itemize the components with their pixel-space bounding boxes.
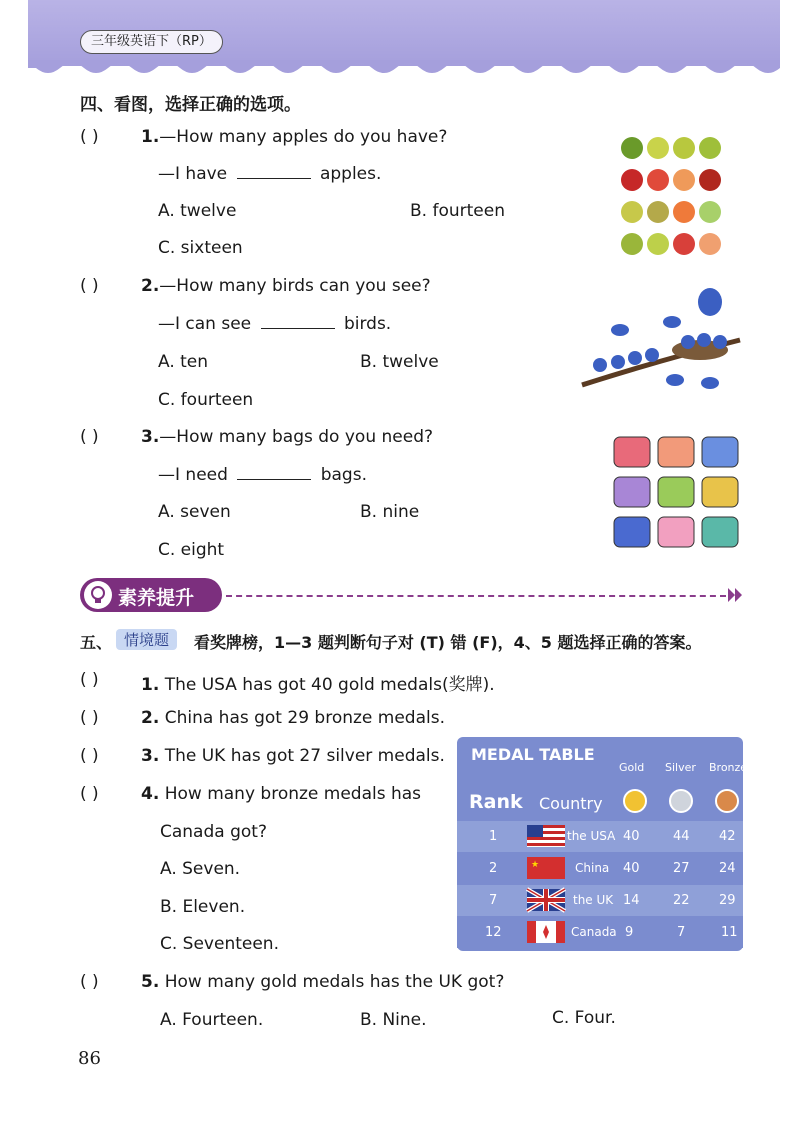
- section5-number: 五、: [80, 633, 113, 652]
- option-c[interactable]: C. sixteen: [158, 238, 243, 258]
- row-bronze: 11: [721, 925, 738, 940]
- option-a[interactable]: A. ten: [158, 352, 209, 372]
- option-b[interactable]: B. Nine.: [360, 1010, 427, 1030]
- question-text: How many bronze medals has: [164, 784, 422, 804]
- col-bronze: Bronze: [709, 761, 748, 774]
- question-line: [141, 670, 495, 695]
- question-number: 4.: [141, 784, 160, 804]
- medal-table-title: MEDAL TABLE: [471, 745, 595, 764]
- option-b[interactable]: B. fourteen: [410, 201, 505, 221]
- col-silver: Silver: [665, 761, 696, 774]
- question-number: 3.: [141, 746, 160, 766]
- birds-image: [580, 280, 750, 395]
- answer-prefix: —I need: [158, 465, 228, 485]
- fill-blank[interactable]: [237, 178, 311, 179]
- answer-paren[interactable]: ( ): [80, 746, 99, 766]
- col-gold: Gold: [619, 761, 645, 774]
- row-gold: 14: [623, 893, 640, 908]
- medal-row: [457, 853, 743, 884]
- row-gold: 40: [623, 829, 640, 844]
- answer-suffix: apples.: [319, 164, 382, 184]
- apples-image: [618, 130, 730, 260]
- page-number: 86: [78, 1048, 101, 1069]
- question-line: [141, 427, 433, 447]
- row-silver: 22: [673, 893, 690, 908]
- question-line: [141, 708, 445, 728]
- row-country: the USA: [567, 829, 616, 843]
- section4-title: 四、看图，选择正确的选项。: [80, 95, 301, 115]
- option-b[interactable]: B. Eleven.: [160, 897, 246, 917]
- question-line: [141, 276, 431, 296]
- row-silver: 27: [673, 861, 690, 876]
- usa-flag-icon: [527, 825, 565, 847]
- option-a[interactable]: A. seven: [158, 502, 231, 522]
- question-number: 2.: [141, 276, 160, 296]
- answer-paren[interactable]: ( ): [80, 276, 99, 296]
- question-number: 3.: [141, 427, 160, 447]
- header-wave: [28, 60, 780, 80]
- question-text: How many gold medals has the UK got?: [164, 972, 505, 992]
- option-c[interactable]: C. eight: [158, 540, 225, 560]
- section5-instruction: 看奖牌榜，1—3 题判断句子对 (T) 错 (F)，4、5 题选择正确的答案。: [194, 633, 702, 652]
- row-rank: 1: [489, 829, 498, 844]
- question-text: The USA has got 40 gold medals(奖牌).: [164, 675, 495, 695]
- context-tag-label: 情境题: [116, 629, 177, 650]
- option-b[interactable]: B. nine: [360, 502, 420, 522]
- answer-line: [158, 164, 381, 184]
- question-line: [141, 784, 421, 804]
- question-line: [141, 746, 445, 766]
- answer-paren[interactable]: ( ): [80, 972, 99, 992]
- question-number: 5.: [141, 972, 160, 992]
- question-text-cont: Canada got?: [160, 822, 267, 842]
- question-line: [141, 972, 504, 992]
- row-country: Canada: [571, 925, 617, 939]
- question-line: [141, 127, 447, 147]
- row-bronze: 29: [719, 893, 736, 908]
- question-text: —How many apples do you have?: [159, 127, 448, 147]
- medal-row: [457, 885, 743, 916]
- option-c[interactable]: C. fourteen: [158, 390, 254, 410]
- option-b[interactable]: B. twelve: [360, 352, 439, 372]
- china-flag-icon: [527, 857, 565, 879]
- row-silver: 44: [673, 829, 690, 844]
- bronze-medal-icon: [715, 789, 739, 813]
- answer-prefix: —I can see: [158, 314, 252, 334]
- question-number: 2.: [141, 708, 160, 728]
- question-text: The UK has got 27 silver medals.: [164, 746, 445, 766]
- answer-suffix: birds.: [343, 314, 392, 334]
- question-number: 1.: [141, 127, 160, 147]
- row-rank: 7: [489, 893, 498, 908]
- row-rank: 12: [485, 925, 502, 940]
- option-a[interactable]: A. Fourteen.: [160, 1010, 264, 1030]
- row-rank: 2: [489, 861, 498, 876]
- lightbulb-icon: [84, 581, 112, 609]
- uk-flag-icon: [527, 889, 565, 911]
- context-tag: [116, 629, 177, 650]
- question-text: —How many bags do you need?: [159, 427, 434, 447]
- canada-flag-icon: [527, 921, 565, 943]
- fill-blank[interactable]: [261, 328, 335, 329]
- gold-medal-icon: [623, 789, 647, 813]
- bags-image: [612, 435, 742, 550]
- banner-divider: [226, 595, 726, 597]
- row-gold: 40: [623, 861, 640, 876]
- answer-paren[interactable]: ( ): [80, 708, 99, 728]
- row-bronze: 42: [719, 829, 736, 844]
- medal-row: [457, 821, 743, 852]
- silver-medal-icon: [669, 789, 693, 813]
- question-text: —How many birds can you see?: [159, 276, 431, 296]
- double-arrow-icon: [728, 588, 744, 602]
- question-number: 1.: [141, 675, 160, 695]
- answer-suffix: bags.: [320, 465, 367, 485]
- answer-line: [158, 314, 391, 334]
- answer-paren[interactable]: ( ): [80, 127, 99, 147]
- fill-blank[interactable]: [237, 479, 311, 480]
- row-country: the UK: [573, 893, 614, 907]
- answer-line: [158, 465, 367, 485]
- svg-text:★: ★: [531, 860, 540, 870]
- col-country: Country: [539, 794, 603, 813]
- option-c[interactable]: C. Seventeen.: [160, 934, 279, 954]
- question-text: China has got 29 bronze medals.: [164, 708, 445, 728]
- row-silver: 7: [677, 925, 686, 940]
- row-country: China: [575, 861, 610, 875]
- row-gold: 9: [625, 925, 634, 940]
- answer-paren[interactable]: ( ): [80, 427, 99, 447]
- banner-label: 素养提升: [118, 587, 195, 609]
- option-a[interactable]: A. twelve: [158, 201, 237, 221]
- medal-table: [457, 737, 748, 951]
- answer-prefix: —I have: [158, 164, 228, 184]
- option-c[interactable]: C. Four.: [552, 1008, 616, 1028]
- col-rank: Rank: [469, 791, 523, 813]
- row-bronze: 24: [719, 861, 736, 876]
- medal-row: [457, 917, 743, 948]
- book-tag: 三年级英语下（RP）: [80, 30, 223, 54]
- option-a[interactable]: A. Seven.: [160, 859, 241, 879]
- answer-paren[interactable]: ( ): [80, 784, 99, 804]
- answer-paren[interactable]: ( ): [80, 670, 99, 690]
